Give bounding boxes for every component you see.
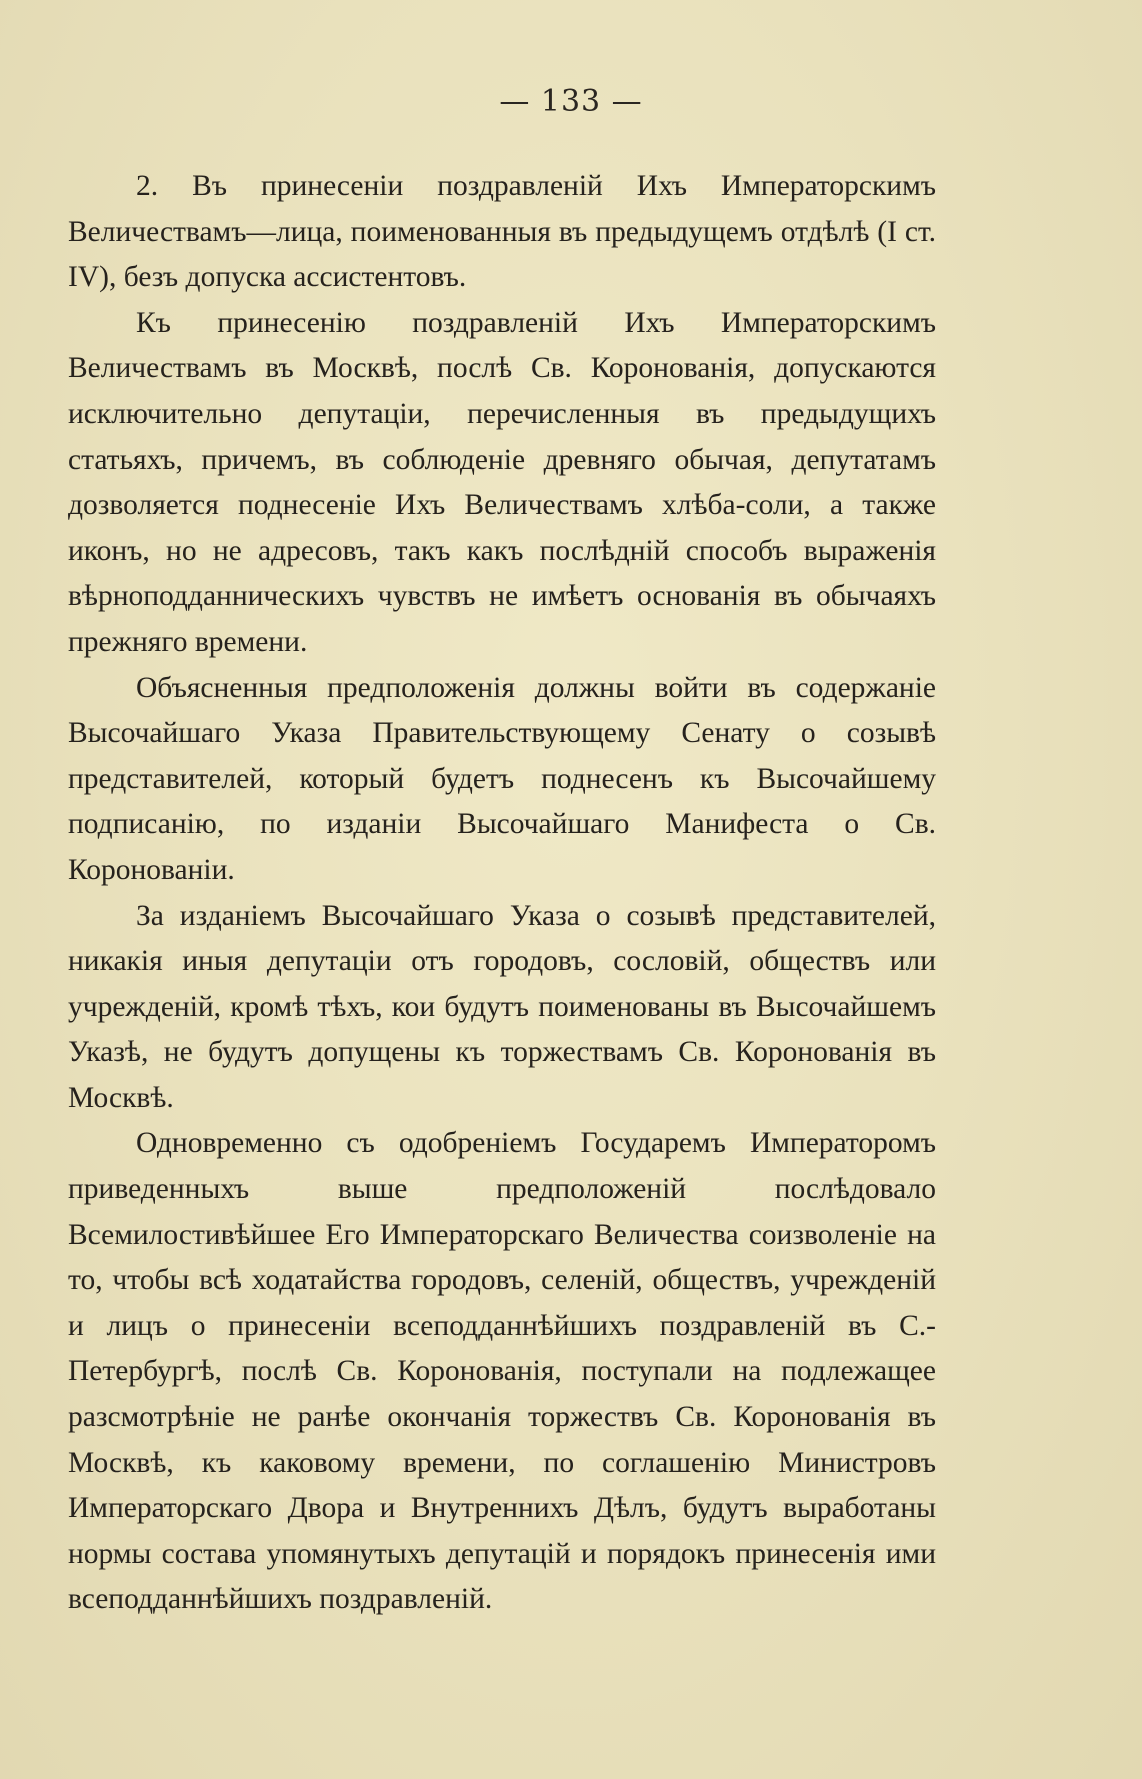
page-number: — 133 — bbox=[499, 84, 643, 119]
paragraph-4: За изданіемъ Высочайшаго Указа о созывѣ представителей, никакія иныя депутаціи отъ городовъ, сословій, обществъ или учрежденій, кромѣ тѣхъ, кои будутъ поименованы въ Высочайшемъ Указѣ, не будутъ допущены къ торжествамъ Св. Коронованія въ Москвѣ. bbox=[68, 899, 936, 1114]
paragraph-1: 2. Въ принесеніи поздравленій Ихъ Императорскимъ Величествамъ—лица, поименованныя въ предыдущемъ отдѣлѣ (I ст. IV), безъ допуска ассистентовъ. bbox=[68, 170, 936, 294]
paragraph-3: Объясненныя предположенія должны войти въ содержаніе Высочайшаго Указа Правительствующему Сенату о созывѣ представителей, который будетъ поднесенъ къ Высочайшему подписанію, по изданіи Высочайшаго Манифеста о Св. Коронованіи. bbox=[68, 671, 936, 886]
paragraph-2: Къ принесенію поздравленій Ихъ Императорскимъ Величествамъ въ Москвѣ, послѣ Св. Коронованія, допускаются исключительно депутаціи, перечисленныя въ предыдущихъ статьяхъ, причемъ, въ соблюденіе древняго обычая, депутатамъ дозволяется поднесеніе Ихъ Величествамъ хлѣба-соли, а также иконъ, но не адресовъ, такъ какъ послѣдній способъ выраженія вѣрноподданническихъ чувствъ не имѣетъ основанія въ обычаяхъ прежняго времени. bbox=[68, 306, 936, 658]
body-text bbox=[68, 164, 936, 1623]
paragraph-5: Одновременно съ одобреніемъ Государемъ Императоромъ приведенныхъ выше предположеній послѣдовало Всемилостивѣйшее Его Императорскаго Величества соизволеніе на то, чтобы всѣ ходатайства городовъ, селеній, обществъ, учрежденій и лицъ о принесеніи всеподданнѣйшихъ поздравленій въ С.-Петербургѣ, послѣ Св. Коронованія, поступали на подлежащее разсмотрѣніе не ранѣе окончанія торжествъ Св. Коронованія въ Москвѣ, къ каковому времени, по соглашенію Министровъ Императорскаго Двора и Внутреннихъ Дѣлъ, будутъ выработаны нормы состава упомянутыхъ депутацій и порядокъ принесенія ими всеподданнѣйшихъ поздравленій. bbox=[68, 1127, 936, 1616]
